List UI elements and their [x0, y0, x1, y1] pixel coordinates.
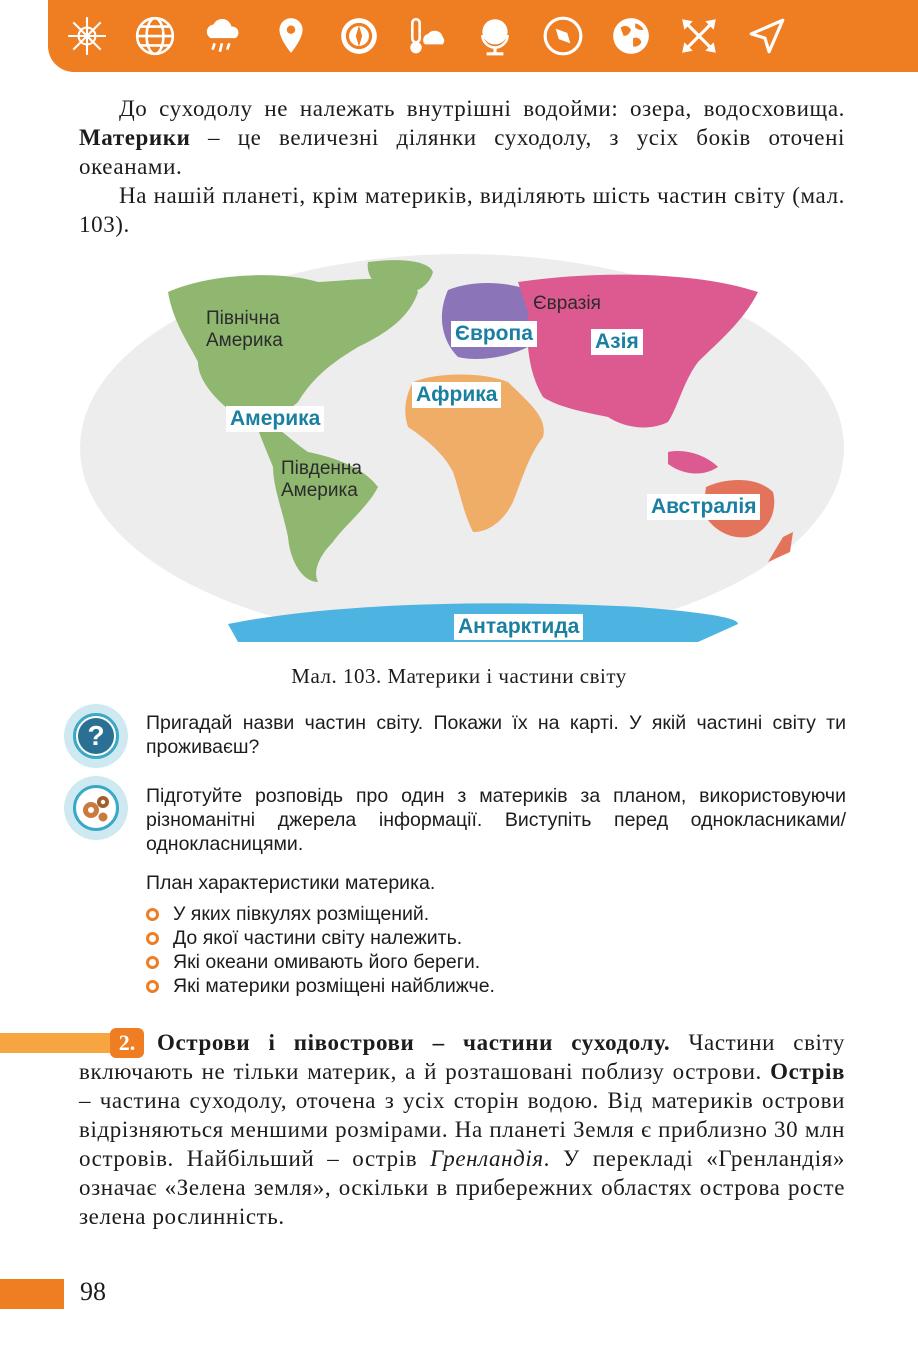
question-badge: [64, 704, 128, 768]
world-map: [78, 252, 846, 644]
activity-task: Підготуйте розповідь про один з материків за планом, використовуючи різноманітні джерела інформації. Виступіть перед однокласниками/однокласницями.: [146, 785, 846, 855]
question-mark-icon: ?: [78, 718, 114, 754]
navigation-arrow-icon: [744, 13, 790, 59]
plan-item: Які океани омивають його береги.: [146, 950, 495, 974]
rain-cloud-icon: [200, 13, 246, 59]
earth-icon: [608, 13, 654, 59]
intro-paragraph-2: На нашій планеті, крім материків, виділяють шість частин світу (мал. 103).: [79, 183, 845, 237]
location-pin-icon: [268, 13, 314, 59]
north-america-label: Північна Америка: [206, 308, 283, 351]
header-bar: [48, 0, 918, 72]
bullet-icon: [146, 956, 159, 969]
plan-title: План характеристики материка.: [146, 872, 436, 894]
term-greenland: Гренландія: [430, 1146, 544, 1171]
term-island: Острів: [770, 1059, 845, 1084]
antarctica-part-label: Антарктида: [454, 614, 583, 640]
plan-item: Які материки розміщені найближче.: [146, 974, 495, 998]
page-number: 98: [80, 1277, 106, 1306]
bullet-icon: [146, 908, 159, 921]
intro-paragraph-1: До суходолу не належать внутрішні водойми: озера, водосховища. Материки – це величезні ділянки суходолу, з усіх боків оточені океанами.: [79, 96, 845, 179]
africa-part-label: Африка: [412, 382, 501, 408]
bullet-icon: [146, 980, 159, 993]
thermometer-cloud-icon: [404, 13, 450, 59]
figure-caption: Мал. 103. Материки і частини світу: [291, 664, 627, 688]
arrows-icon: [676, 13, 722, 59]
europe-part-label: Європа: [451, 321, 537, 347]
australia-part-label: Австралія: [647, 494, 760, 520]
activity-badge: [64, 776, 128, 840]
world-map-graphic: [78, 252, 846, 644]
plan-list: [146, 902, 495, 998]
south-america-label: Південна Америка: [281, 458, 362, 501]
compass-icon: [336, 13, 382, 59]
desk-globe-icon: [472, 13, 518, 59]
term-continents: Материки: [79, 125, 191, 150]
section-title: Острови і півострови – частини суходолу.: [157, 1030, 671, 1055]
gears-icon: [78, 790, 114, 826]
bullet-icon: [146, 932, 159, 945]
plan-item: До якої частини світу належить.: [146, 926, 495, 950]
america-part-label: Америка: [226, 406, 324, 432]
compass-rose-icon: [64, 13, 110, 59]
section-paragraph: Острови і півострови – частини суходолу. Частини світу включають не тільки материк, а й розташовані поблизу острови. Острів – частина суходолу, оточена з усіх сторін водою. Від материків острови відрізняються меншими розмірами. На планеті Земля є приблизно 30 млн островів. Найбільший – острів Гренландія. У перекладі «Гренландія» означає «Зелена земля», оскільки в прибережних областях острова росте зелена рослинність.: [79, 1030, 845, 1229]
eurasia-label: Євразія: [533, 293, 601, 314]
compass-needle-icon: [540, 13, 586, 59]
page-number-bar: [0, 1279, 64, 1309]
globe-grid-icon: [132, 13, 178, 59]
section-number: 2.: [110, 1028, 144, 1058]
plan-item: У яких півкулях розміщений.: [146, 902, 495, 926]
question-task: Пригадай назви частин світу. Покажи їх на карті. У якій частині світу ти проживаєш?: [146, 712, 846, 758]
asia-part-label: Азія: [591, 329, 643, 355]
